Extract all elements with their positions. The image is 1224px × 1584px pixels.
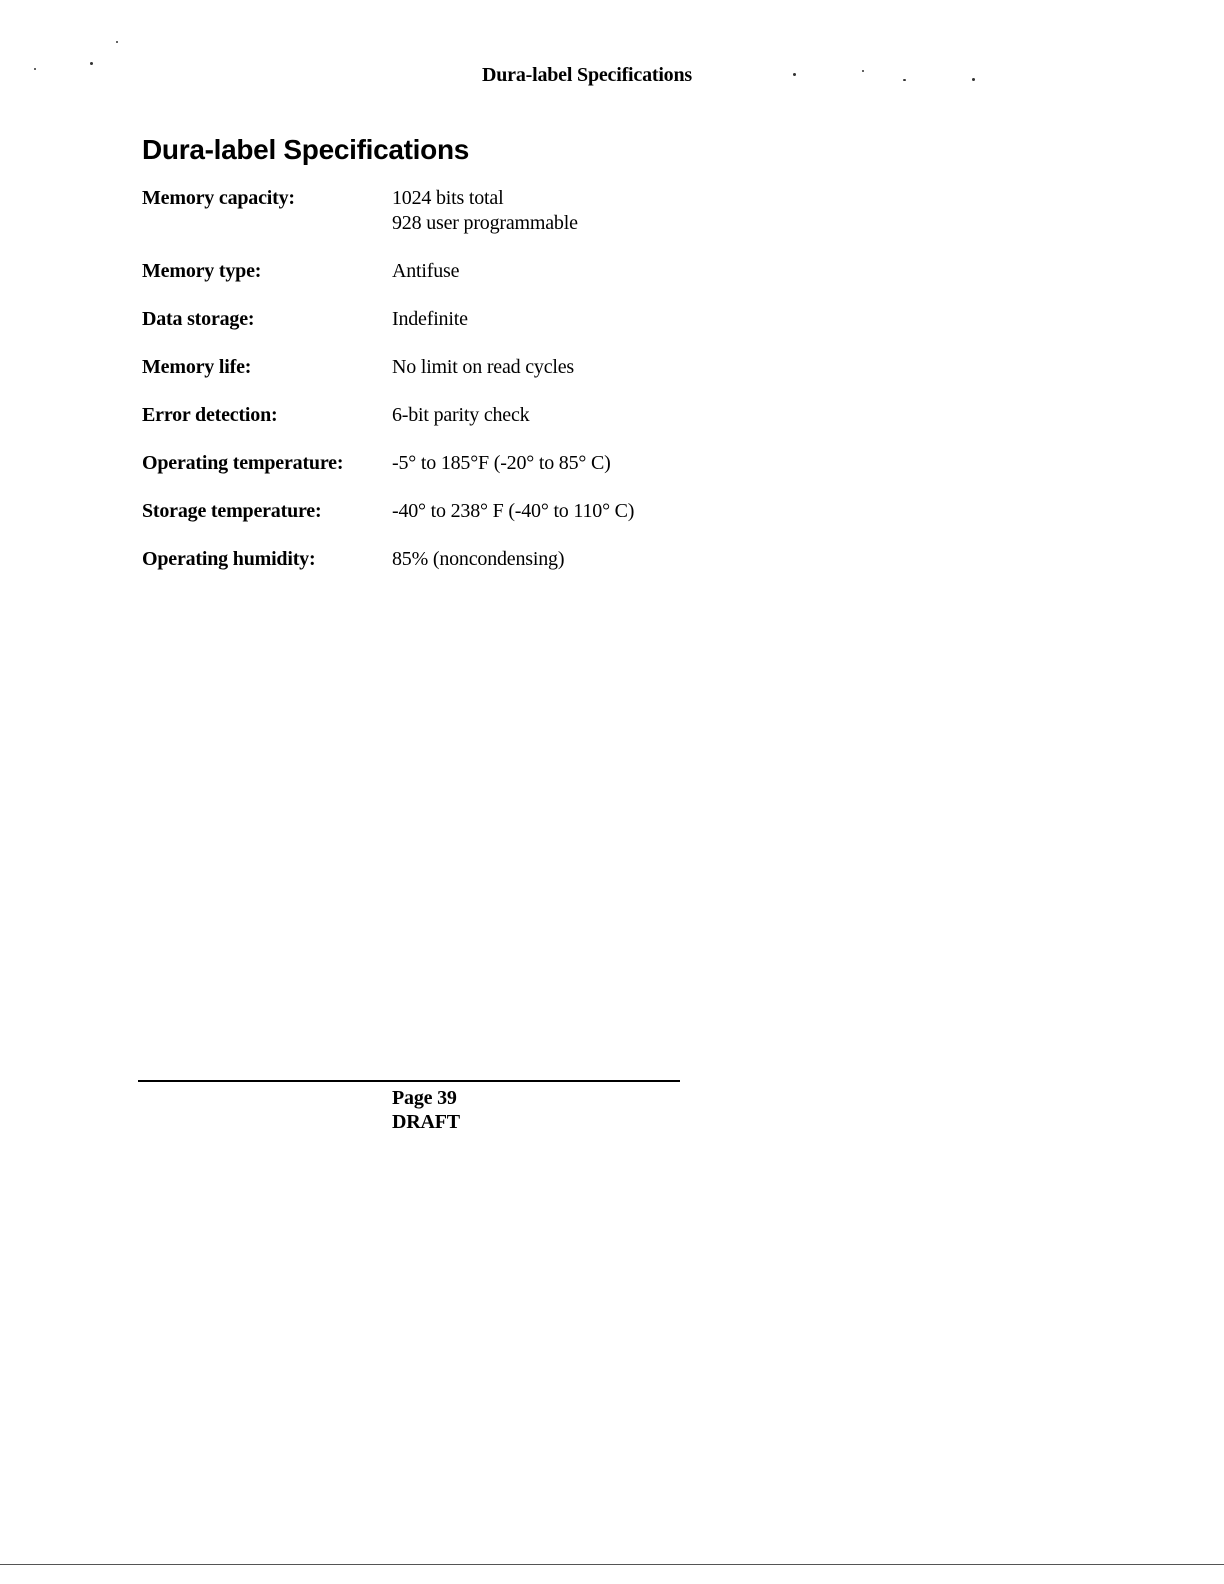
spec-label: Error detection: (142, 404, 278, 426)
spec-values (392, 403, 742, 428)
spec-value: Antifuse (392, 260, 460, 282)
spec-values (392, 186, 742, 236)
spec-list (142, 186, 742, 595)
spec-values (392, 451, 742, 476)
spec-row-operating-temperature (142, 451, 742, 476)
scan-speck (793, 73, 796, 76)
scan-speck (903, 79, 906, 81)
scan-speck (972, 78, 975, 81)
spec-row-memory-type (142, 259, 742, 284)
spec-label: Memory capacity: (142, 187, 295, 209)
page-footer (392, 1086, 460, 1134)
scan-bottom-edge (0, 1564, 1224, 1565)
spec-value: No limit on read cycles (392, 356, 575, 378)
spec-values (392, 355, 742, 380)
draft-label: DRAFT (392, 1111, 460, 1133)
spec-row-storage-temperature (142, 499, 742, 524)
spec-value: -5° to 185°F (-20° to 85° C) (392, 452, 611, 474)
running-header: Dura-label Specifications (482, 64, 692, 86)
spec-value: 85% (noncondensing) (392, 548, 565, 570)
scan-speck (90, 62, 93, 65)
spec-row-error-detection (142, 403, 742, 428)
page-number: Page 39 (392, 1087, 457, 1109)
spec-row-operating-humidity (142, 547, 742, 572)
spec-label: Operating humidity: (142, 548, 316, 570)
spec-value: 1024 bits total (392, 187, 504, 209)
spec-values (392, 499, 742, 524)
spec-value: 928 user programmable (392, 212, 578, 234)
spec-values (392, 259, 742, 284)
spec-label: Memory type: (142, 260, 262, 282)
spec-label: Operating temperature: (142, 452, 344, 474)
spec-label: Storage temperature: (142, 500, 322, 522)
spec-values (392, 307, 742, 332)
spec-row-data-storage (142, 307, 742, 332)
spec-value: -40° to 238° F (-40° to 110° C) (392, 500, 635, 522)
spec-value: Indefinite (392, 308, 468, 330)
scan-speck (862, 70, 864, 72)
spec-label: Data storage: (142, 308, 255, 330)
page-title: Dura-label Specifications (142, 134, 470, 165)
spec-label: Memory life: (142, 356, 252, 378)
spec-values (392, 547, 742, 572)
spec-row-memory-capacity (142, 186, 742, 236)
scan-speck (116, 41, 118, 43)
spec-value: 6-bit parity check (392, 404, 530, 426)
scan-speck (34, 68, 36, 70)
footer-divider (138, 1080, 680, 1082)
spec-row-memory-life (142, 355, 742, 380)
